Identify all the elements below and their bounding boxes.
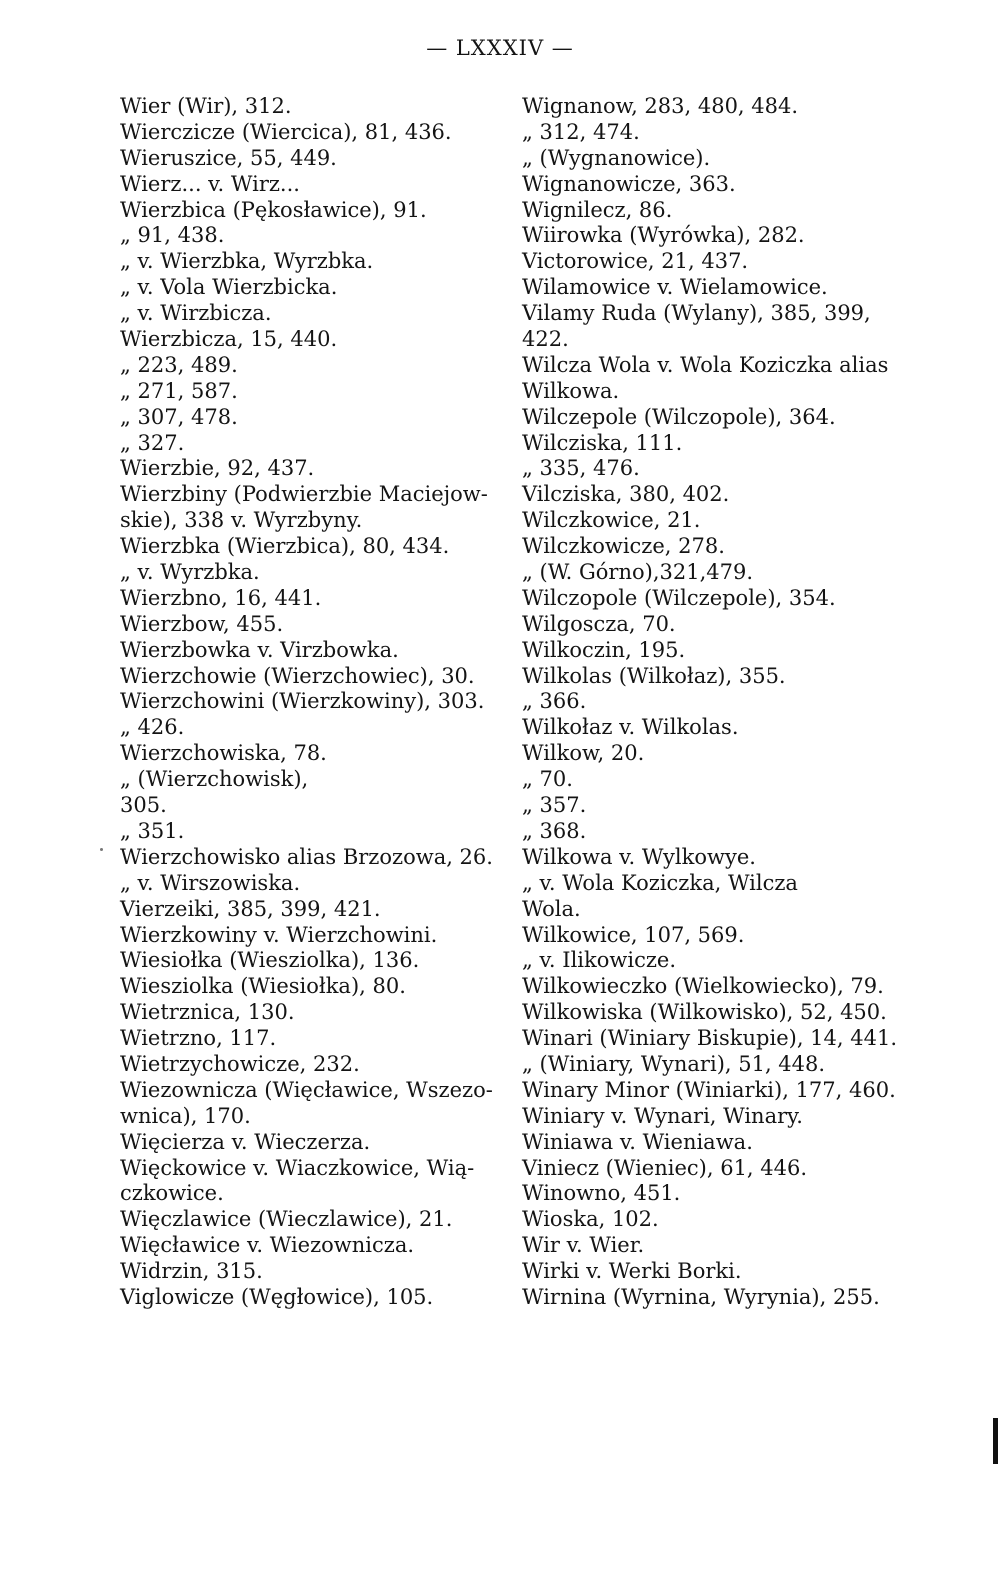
page-edge-mark	[993, 1418, 998, 1464]
index-entry-line: „ 366.	[522, 689, 587, 714]
index-entry-line: Wierzchowiska, 78.	[120, 741, 327, 766]
index-entry-line: Więcierza v. Wieczerza.	[120, 1129, 371, 1154]
index-entry-line: „ v. Wirzbicza.	[120, 301, 272, 326]
index-column-left	[120, 94, 515, 1311]
index-entry-line: Vilamy Ruda (Wylany), 385, 399,	[522, 301, 871, 326]
index-entry-line: Więckowice v. Wiaczkowice, Wią-	[120, 1155, 475, 1180]
index-entry-line: Vilcziska, 380, 402.	[522, 482, 730, 507]
index-entry-line: Wioska, 102.	[522, 1207, 659, 1232]
index-entry-line: Więcławice v. Wiezownicza.	[120, 1233, 415, 1258]
index-entry-line: Więczlawice (Wieczlawice), 21.	[120, 1207, 453, 1232]
index-entry-line: Wignanow, 283, 480, 484.	[522, 94, 799, 118]
index-entry-line: Victorowice, 21, 437.	[522, 249, 749, 274]
index-entry-line: Wirki v. Werki Borki.	[522, 1259, 742, 1284]
index-entry-line: „ v. Ilikowicze.	[522, 948, 676, 973]
index-entry-line: Wilczkowice, 21.	[522, 508, 701, 533]
index-entry-line: Wierzchowisko alias Brzozowa, 26.	[120, 844, 493, 869]
index-entry-line: „ v. Wola Koziczka, Wilcza	[522, 870, 798, 895]
index-entry-line: „ (Winiary, Wynari), 51, 448.	[522, 1051, 826, 1076]
index-entry-line: Wirnina (Wyrnina, Wyrynia), 255.	[522, 1284, 880, 1309]
index-entry-line: Wignanowicze, 363.	[522, 171, 736, 196]
index-entry-line: „ v. Vola Wierzbicka.	[120, 275, 338, 300]
index-entry-line: Wiesziolka (Wiesiołka), 80.	[120, 974, 406, 999]
index-entry-line: Wilczopole (Wilczepole), 354.	[522, 585, 836, 610]
index-entry-line: „ 357.	[522, 793, 587, 818]
index-entry-line: „ 307, 478.	[120, 404, 238, 429]
index-entry-line: Wilkowieczko (Wielkowiecko), 79.	[522, 974, 884, 999]
index-entry-line: Wilkowa v. Wylkowye.	[522, 844, 756, 869]
index-entry-line: Wilcza Wola v. Wola Koziczka alias	[522, 352, 889, 377]
index-entry-line: Viniecz (Wieniec), 61, 446.	[522, 1155, 808, 1180]
index-entry-line: „ v. Wyrzbka.	[120, 560, 260, 585]
index-entry-line: Wir v. Wier.	[522, 1233, 645, 1258]
index-entry-line: Wietrznica, 130.	[120, 1000, 295, 1025]
index-entry-line: Wilkołaz v. Wilkolas.	[522, 715, 739, 740]
index-entry-line: Wilkoczin, 195.	[522, 637, 686, 662]
index-entry-line: „ v. Wierzbka, Wyrzbka.	[120, 249, 374, 274]
index-entry-line: „ 351.	[120, 818, 185, 843]
index-entry-line: „ 91, 438.	[120, 223, 225, 248]
index-column-right	[522, 94, 927, 1311]
index-entry-line: „ (Wygnanowice).	[522, 145, 711, 170]
index-entry-line: Wierzbno, 16, 441.	[120, 585, 322, 610]
index-entry-line: Wierzchowie (Wierzchowiec), 30.	[120, 663, 475, 688]
index-entry-line: Wierzbow, 455.	[120, 611, 284, 636]
index-entry-line: skie), 338 v. Wyrzbyny.	[120, 508, 363, 533]
index-entry-line: Wola.	[522, 896, 581, 921]
index-entry-line: Wilgoscza, 70.	[522, 611, 676, 636]
index-entry-line: Winowno, 451.	[522, 1181, 681, 1206]
index-entry-line: Wierzbowka v. Virzbowka.	[120, 637, 399, 662]
index-entry-line: Wilkow, 20.	[522, 741, 645, 766]
index-entry-line: Winiawa v. Wieniawa.	[522, 1129, 753, 1154]
index-entry-line: Wierzchowini (Wierzkowiny), 303.	[120, 689, 485, 714]
index-entry-line: czkowice.	[120, 1181, 224, 1206]
index-entry-line: Wierzkowiny v. Wierzchowini.	[120, 922, 438, 947]
index-entry-line: Wierzbica (Pękosławice), 91.	[120, 197, 427, 222]
index-entry-line: Widrzin, 315.	[120, 1259, 263, 1284]
index-entry-line: Wierzbie, 92, 437.	[120, 456, 315, 481]
index-entry-line: wnica), 170.	[120, 1103, 251, 1128]
index-entry-line: Wierczicze (Wiercica), 81, 436.	[120, 119, 452, 144]
index-entry-line: 422.	[522, 327, 569, 352]
index-entry-line: Winari (Winiary Biskupie), 14, 441.	[522, 1026, 898, 1051]
index-entry-line: „ 335, 476.	[522, 456, 640, 481]
index-entry-line: Winary Minor (Winiarki), 177, 460.	[522, 1077, 896, 1102]
index-entry-line: „ 223, 489.	[120, 352, 238, 377]
index-entry-line: „ 327.	[120, 430, 185, 455]
index-entry-line: „ 70.	[522, 767, 573, 792]
index-entry-line: „ 426.	[120, 715, 185, 740]
index-entry-line: Wierzbicza, 15, 440.	[120, 327, 338, 352]
index-entry-line: Wilcziska, 111.	[522, 430, 683, 455]
index-entry-line: Vierzeiki, 385, 399, 421.	[120, 896, 381, 921]
index-entry-line: Wietrzychowicze, 232.	[120, 1051, 360, 1076]
index-entry-line: Wiezownicza (Więcławice, Wszezo-	[120, 1077, 493, 1102]
index-entry-line: „ (Wierzchowisk),	[120, 767, 309, 792]
index-entry-line: Wierz... v. Wirz...	[120, 171, 300, 196]
index-entry-line: Viglowicze (Węgłowice), 105.	[120, 1284, 434, 1309]
index-entry-line: „ v. Wirszowiska.	[120, 870, 301, 895]
index-entry-line: Wilkowice, 107, 569.	[522, 922, 745, 947]
index-entry-line: Wilczkowicze, 278.	[522, 534, 725, 559]
index-entry-line: Wierzbiny (Podwierzbie Maciejow-	[120, 482, 488, 507]
index-entry-line: Wilkowiska (Wilkowisko), 52, 450.	[522, 1000, 887, 1025]
index-entry-line: Wieruszice, 55, 449.	[120, 145, 337, 170]
index-entry-line: Wilkowa.	[522, 378, 620, 403]
index-entry-line: Wilczepole (Wilczopole), 364.	[522, 404, 836, 429]
index-entry-line: Winiary v. Wynari, Winary.	[522, 1103, 803, 1128]
index-entry-line: Wignilecz, 86.	[522, 197, 673, 222]
index-entry-line: Wiesiołka (Wiesziolka), 136.	[120, 948, 420, 973]
print-speck	[100, 848, 103, 851]
index-entry-line: „ 368.	[522, 818, 587, 843]
page-number: — LXXXIV —	[426, 36, 574, 60]
index-entry-line: „ (W. Górno),321,479.	[522, 560, 754, 585]
index-entry-line: Wierzbka (Wierzbica), 80, 434.	[120, 534, 450, 559]
index-entry-line: 305.	[120, 793, 167, 818]
index-entry-line: Wilamowice v. Wielamowice.	[522, 275, 828, 300]
index-entry-line: Wietrzno, 117.	[120, 1026, 277, 1051]
index-entry-line: Wilkolas (Wilkołaz), 355.	[522, 663, 786, 688]
index-entry-line: „ 312, 474.	[522, 119, 640, 144]
index-entry-line: „ 271, 587.	[120, 378, 238, 403]
index-entry-line: Wiirowka (Wyrówka), 282.	[522, 223, 805, 248]
index-entry-line: Wier (Wir), 312.	[120, 94, 292, 118]
